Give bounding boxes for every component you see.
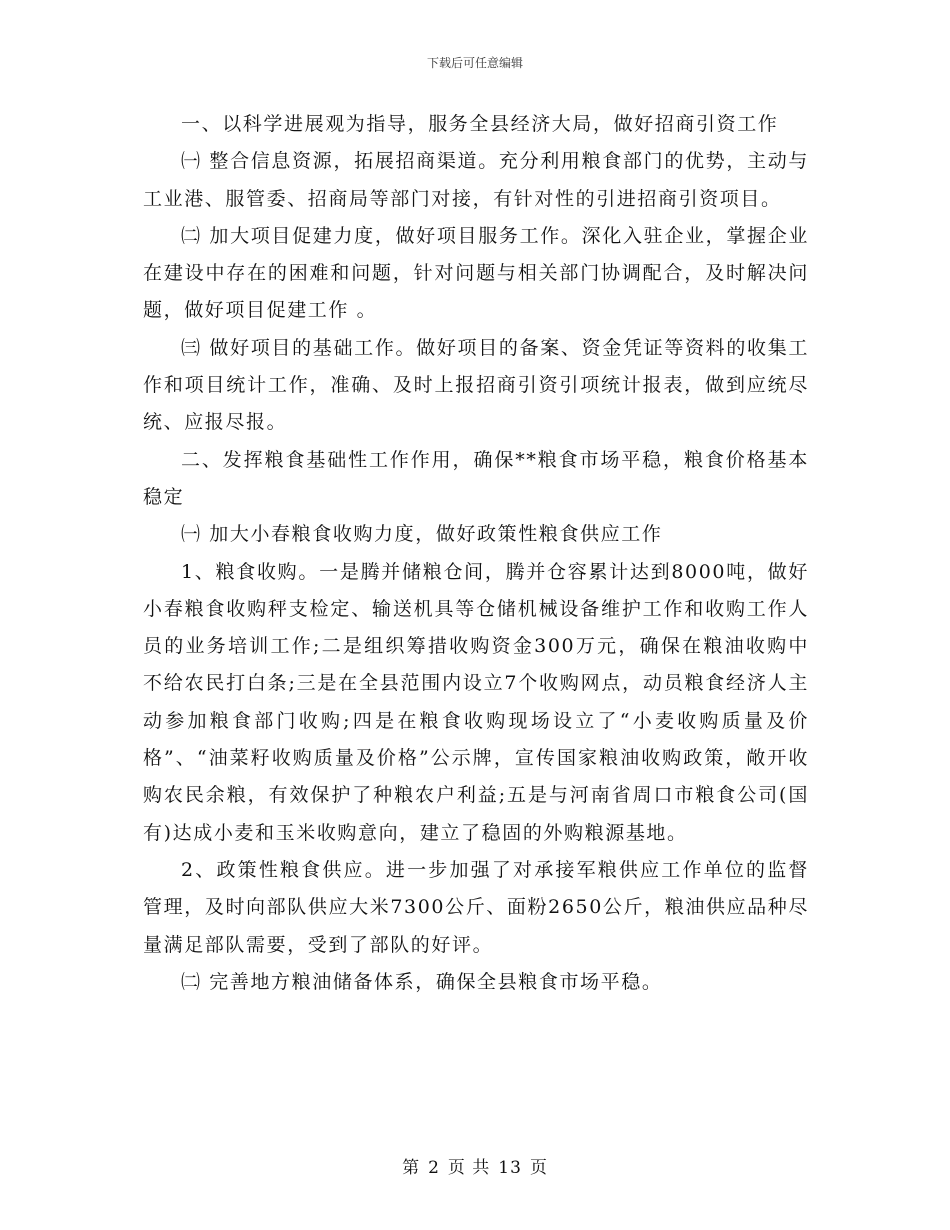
- footer-page-total: 13: [498, 1158, 522, 1178]
- paragraph-2-1-2: 2、政策性粮食供应。进一步加强了对承接军粮供应工作单位的监督管理，及时向部队供应大米7300公斤、面粉2650公斤，粮油供应品种尽量满足部队需要，受到了部队的好评。: [143, 858, 809, 956]
- document-body: [143, 106, 809, 1001]
- paragraph-1-3: ㈢ 做好项目的基础工作。做好项目的备案、资金凭证等资料的收集工作和项目统计工作，准确、及时上报招商引资引项统计报表，做到应统尽统、应报尽报。: [143, 336, 809, 434]
- paragraph-section-1-heading: 一、以科学进展观为指导，服务全县经济大局，做好招商引资工作: [181, 113, 779, 135]
- paragraph-2-2: ㈡ 完善地方粮油储备体系，确保全县粮食市场平稳。: [181, 970, 663, 993]
- page-footer: [0, 1153, 950, 1178]
- footer-page-number: 2: [428, 1158, 440, 1178]
- paragraph-1-1: ㈠ 整合信息资源，拓展招商渠道。充分利用粮食部门的优势，主动与工业港、服管委、招商局等部门对接，有针对性的引进招商引资项目。: [143, 150, 809, 210]
- footer-prefix: 第: [402, 1158, 421, 1178]
- footer-mid: 页 共: [447, 1158, 491, 1178]
- header-note: 下载后可任意编辑: [426, 56, 523, 70]
- paragraph-2-1: ㈠ 加大小春粮食收购力度，做好政策性粮食供应工作: [181, 523, 663, 546]
- paragraph-1-2: ㈡ 加大项目促建力度，做好项目服务工作。深化入驻企业，掌握企业在建设中存在的困难和问题，针对问题与相关部门协调配合，及时解决问题，做好项目促建工作 。: [143, 224, 809, 322]
- paragraph-section-2-heading: 二、发挥粮食基础性工作作用，确保**粮食市场平稳，粮食价格基本稳定: [143, 448, 809, 508]
- paragraph-2-1-1: 1、粮食收购。一是腾并储粮仓间，腾并仓容累计达到8000吨，做好小春粮食收购秤支检定、输送机具等仓储机械设备维护工作和收购工作人员的业务培训工作;二是组织筹措收购资金300万元，确保在粮油收购中不给农民打白条;三是在全县范围内设立7个收购网点，动员粮食经济人主动参加粮食部门收购;四是在粮食收购现场设立了“小麦收购质量及价格”、“油菜籽收购质量及价格”公示牌，宣传国家粮油收购政策，敞开收购农民余粮，有效保护了种粮农户利益;五是与河南省周口市粮食公司(国有)达成小麦和玉米收购意向，建立了稳固的外购粮源基地。: [143, 560, 809, 844]
- footer-suffix: 页: [529, 1158, 548, 1178]
